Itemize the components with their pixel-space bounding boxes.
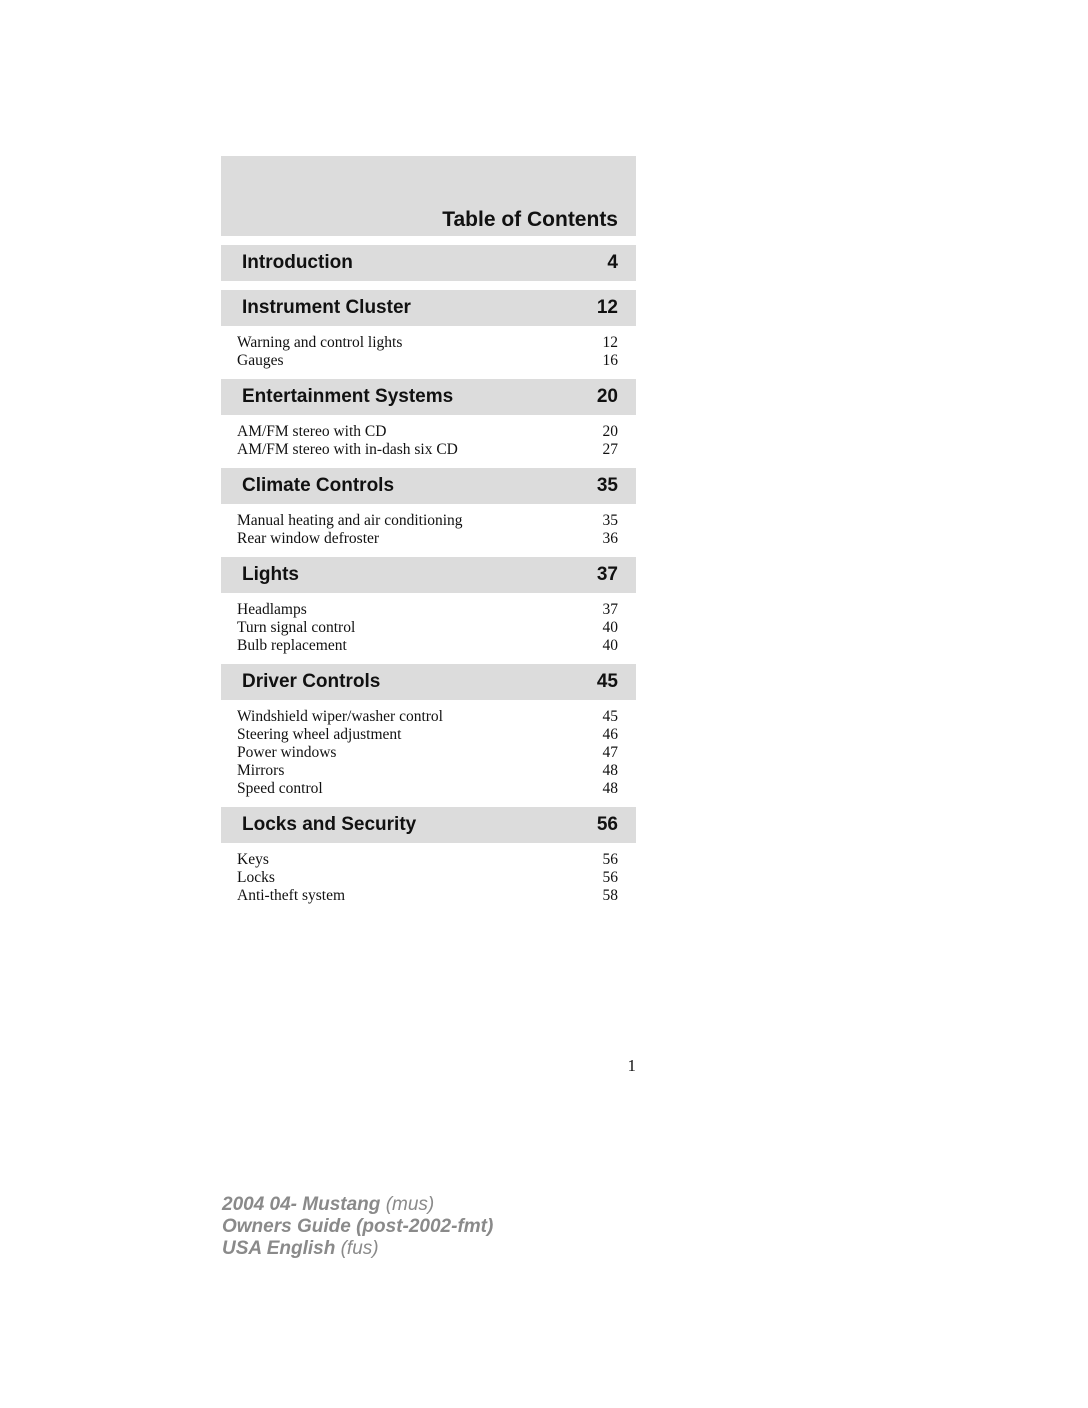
entry-page-number: 56 — [602, 851, 618, 868]
entry-page-number: 27 — [602, 441, 618, 458]
section-entries — [221, 700, 636, 798]
entry-page-number: 36 — [602, 530, 618, 547]
entry-title: Speed control — [237, 780, 323, 797]
toc-section — [221, 664, 636, 798]
toc-section — [221, 290, 636, 370]
entry-title: Keys — [237, 851, 269, 868]
entry-page-number: 58 — [602, 887, 618, 904]
section-heading[interactable] — [221, 379, 636, 415]
toc-entry[interactable] — [237, 851, 618, 869]
section-page-number: 45 — [596, 671, 618, 692]
toc-entry[interactable] — [237, 762, 618, 780]
section-title: Locks and Security — [242, 814, 417, 835]
section-title: Lights — [242, 564, 299, 585]
entry-title: Warning and control lights — [237, 334, 403, 351]
entry-page-number: 47 — [602, 744, 618, 761]
entry-title: Steering wheel adjustment — [237, 726, 402, 743]
section-entries — [221, 593, 636, 655]
page-title: Table of Contents — [442, 208, 618, 231]
toc-entry[interactable] — [237, 744, 618, 762]
entry-title: Gauges — [237, 352, 284, 369]
toc-entry[interactable] — [237, 352, 618, 370]
toc-entry[interactable] — [237, 619, 618, 637]
section-page-number: 37 — [596, 564, 618, 585]
section-heading[interactable] — [221, 664, 636, 700]
toc-entry[interactable] — [237, 334, 618, 352]
toc-entry[interactable] — [237, 780, 618, 798]
entry-page-number: 12 — [602, 334, 618, 351]
entry-page-number: 35 — [602, 512, 618, 529]
entry-title: Manual heating and air conditioning — [237, 512, 463, 529]
entry-title: AM/FM stereo with CD — [237, 423, 387, 440]
entry-title: Headlamps — [237, 601, 307, 618]
section-page-number: 20 — [596, 386, 618, 407]
toc-entry[interactable] — [237, 423, 618, 441]
section-page-number: 35 — [596, 475, 618, 496]
section-heading[interactable] — [221, 245, 636, 281]
toc-section — [221, 379, 636, 459]
entry-title: Mirrors — [237, 762, 285, 779]
page-number: 1 — [627, 1056, 636, 1075]
toc-entry[interactable] — [237, 708, 618, 726]
entry-page-number: 40 — [602, 619, 618, 636]
toc-header-band — [221, 156, 636, 236]
section-title: Introduction — [242, 252, 353, 273]
toc-entry[interactable] — [237, 637, 618, 655]
section-title: Driver Controls — [242, 671, 381, 692]
entry-page-number: 48 — [602, 780, 618, 797]
section-entries — [221, 504, 636, 548]
footer-line-1 — [222, 1194, 493, 1216]
section-title: Entertainment Systems — [242, 386, 454, 407]
entry-page-number: 37 — [602, 601, 618, 618]
entry-title: Rear window defroster — [237, 530, 380, 547]
toc-entry[interactable] — [237, 530, 618, 548]
entry-page-number: 46 — [602, 726, 618, 743]
entry-page-number: 45 — [602, 708, 618, 725]
section-heading[interactable] — [221, 557, 636, 593]
entry-title: Bulb replacement — [237, 637, 347, 654]
entry-page-number: 16 — [602, 352, 618, 369]
footer-language: USA English — [222, 1238, 336, 1259]
entry-page-number: 48 — [602, 762, 618, 779]
toc-sections — [221, 245, 636, 905]
toc-section — [221, 245, 636, 281]
footer-line-3 — [222, 1238, 493, 1260]
section-heading[interactable] — [221, 290, 636, 326]
footer-language-code: (fus) — [340, 1238, 379, 1259]
section-title: Climate Controls — [242, 475, 395, 496]
table-of-contents — [221, 156, 636, 905]
entry-page-number: 56 — [602, 869, 618, 886]
toc-entry[interactable] — [237, 887, 618, 905]
section-entries — [221, 326, 636, 370]
section-entries — [221, 843, 636, 905]
entry-title: Anti-theft system — [237, 887, 346, 904]
entry-title: AM/FM stereo with in-dash six CD — [237, 441, 458, 458]
entry-title: Locks — [237, 869, 275, 886]
footer-model: 2004 04- Mustang — [222, 1194, 381, 1215]
toc-entry[interactable] — [237, 601, 618, 619]
footer-guide: Owners Guide (post-2002-fmt) — [222, 1216, 494, 1237]
section-entries — [221, 415, 636, 459]
toc-section — [221, 807, 636, 905]
footer-model-code: (mus) — [385, 1194, 435, 1215]
section-page-number: 4 — [607, 252, 618, 273]
section-page-number: 12 — [596, 297, 618, 318]
entry-page-number: 40 — [602, 637, 618, 654]
section-heading[interactable] — [221, 807, 636, 843]
toc-entry[interactable] — [237, 512, 618, 530]
toc-section — [221, 468, 636, 548]
toc-section — [221, 557, 636, 655]
toc-entry[interactable] — [237, 869, 618, 887]
document-footer — [222, 1194, 493, 1260]
toc-entry[interactable] — [237, 726, 618, 744]
entry-page-number: 20 — [602, 423, 618, 440]
entry-title: Windshield wiper/washer control — [237, 708, 443, 725]
section-page-number: 56 — [596, 814, 618, 835]
section-title: Instrument Cluster — [242, 297, 411, 318]
toc-entry[interactable] — [237, 441, 618, 459]
entry-title: Turn signal control — [237, 619, 356, 636]
entry-title: Power windows — [237, 744, 337, 761]
section-heading[interactable] — [221, 468, 636, 504]
